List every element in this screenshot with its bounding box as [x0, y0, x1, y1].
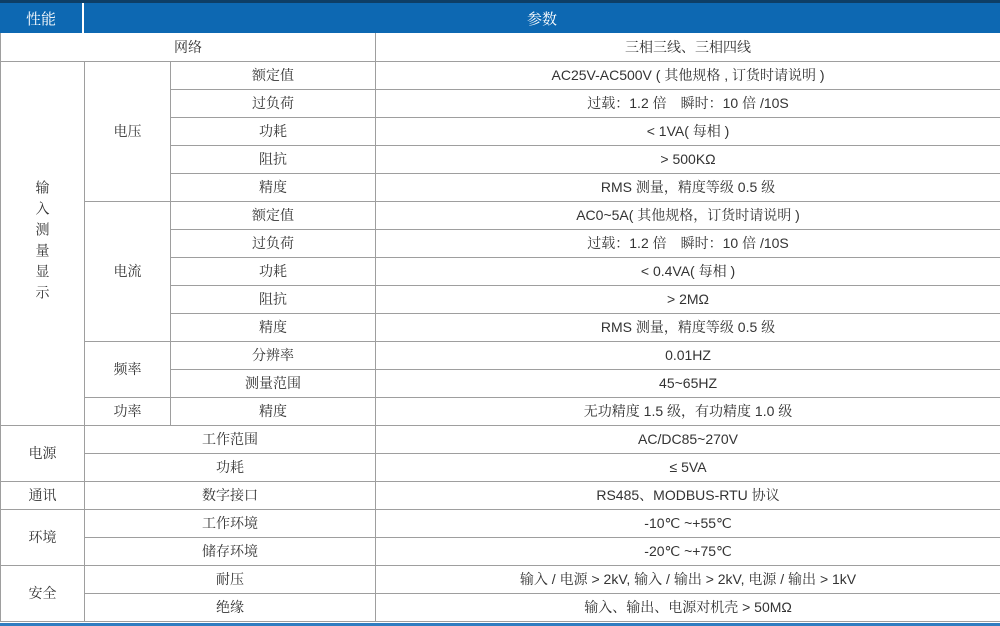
param-name-cell: 精度: [171, 173, 376, 201]
param-name-cell: 储存环境: [85, 537, 376, 565]
param-name-cell: 阻抗: [171, 145, 376, 173]
param-value-cell: AC/DC85~270V: [376, 425, 1000, 453]
param-name-cell: 过负荷: [171, 89, 376, 117]
param-name-cell: 工作环境: [85, 509, 376, 537]
param-name-cell: 测量范围: [171, 369, 376, 397]
param-name-cell: 额定值: [171, 61, 376, 89]
param-value-cell: RMS 测量，精度等级 0.5 级: [376, 173, 1000, 201]
param-value-cell: 输入 / 电源 > 2kV, 输入 / 输出 > 2kV, 电源 / 输出 > 1kV: [376, 565, 1000, 593]
param-name-cell: 工作范围: [85, 425, 376, 453]
param-name-cell: 功耗: [171, 117, 376, 145]
param-value-cell: 0.01HZ: [376, 341, 1000, 369]
param-value-cell: -20℃ ~+75℃: [376, 537, 1000, 565]
table-row: [1, 201, 1000, 229]
param-name-cell: 绝缘: [85, 593, 376, 621]
param-value-cell: 过载：1.2 倍 瞬时：10 倍 /10S: [376, 89, 1000, 117]
table-row: [1, 593, 1000, 621]
table-row: [1, 33, 1000, 61]
param-value-cell: RMS 测量，精度等级 0.5 级: [376, 313, 1000, 341]
param-value-cell: > 2MΩ: [376, 285, 1000, 313]
param-value-cell: ≤ 5VA: [376, 453, 1000, 481]
param-value-cell: < 1VA( 每相 ): [376, 117, 1000, 145]
voltage-group-cell: 电压: [85, 61, 171, 201]
header-performance-cell: 性能: [0, 3, 84, 33]
param-name-cell: 耐压: [85, 565, 376, 593]
param-name-cell: 功耗: [85, 453, 376, 481]
table-row: [1, 425, 1000, 453]
current-group-cell: 电流: [85, 201, 171, 341]
param-name-cell: 数字接口: [85, 481, 376, 509]
param-value-cell: 无功精度 1.5 级，有功精度 1.0 级: [376, 397, 1000, 425]
table-row: [1, 537, 1000, 565]
param-name-cell: 精度: [171, 397, 376, 425]
param-name-cell: 功耗: [171, 257, 376, 285]
header-parameter-cell: 参数: [84, 3, 1000, 33]
network-label-cell: 网络: [1, 33, 376, 61]
spec-table: [0, 33, 1000, 622]
param-value-cell: AC0~5A( 其他规格，订货时请说明 ): [376, 201, 1000, 229]
param-name-cell: 过负荷: [171, 229, 376, 257]
frequency-group-cell: 频率: [85, 341, 171, 397]
bottom-accent-line: [0, 623, 1000, 626]
param-value-cell: 45~65HZ: [376, 369, 1000, 397]
param-name-cell: 精度: [171, 313, 376, 341]
table-row: [1, 397, 1000, 425]
param-value-cell: > 500KΩ: [376, 145, 1000, 173]
param-value-cell: 过载：1.2 倍 瞬时：10 倍 /10S: [376, 229, 1000, 257]
network-value-cell: 三相三线、三相四线: [376, 33, 1000, 61]
table-row: [1, 509, 1000, 537]
input-section-vertical-label: 输入测量显示: [36, 180, 50, 306]
param-value-cell: 输入、输出、电源对机壳 > 50MΩ: [376, 593, 1000, 621]
communication-group-cell: 通讯: [1, 481, 85, 509]
param-value-cell: < 0.4VA( 每相 ): [376, 257, 1000, 285]
table-row: [1, 453, 1000, 481]
table-row: [1, 61, 1000, 89]
param-value-cell: RS485、MODBUS-RTU 协议: [376, 481, 1000, 509]
param-name-cell: 额定值: [171, 201, 376, 229]
power-group-cell: 功率: [85, 397, 171, 425]
input-section-cell: [1, 61, 85, 425]
table-row: [1, 565, 1000, 593]
safety-group-cell: 安全: [1, 565, 85, 621]
power-supply-group-cell: 电源: [1, 425, 85, 481]
table-row: [1, 341, 1000, 369]
table-row: [1, 481, 1000, 509]
environment-group-cell: 环境: [1, 509, 85, 565]
param-name-cell: 阻抗: [171, 285, 376, 313]
param-value-cell: AC25V-AC500V ( 其他规格 , 订货时请说明 ): [376, 61, 1000, 89]
param-name-cell: 分辨率: [171, 341, 376, 369]
table-header-band: [0, 0, 1000, 33]
param-value-cell: -10℃ ~+55℃: [376, 509, 1000, 537]
